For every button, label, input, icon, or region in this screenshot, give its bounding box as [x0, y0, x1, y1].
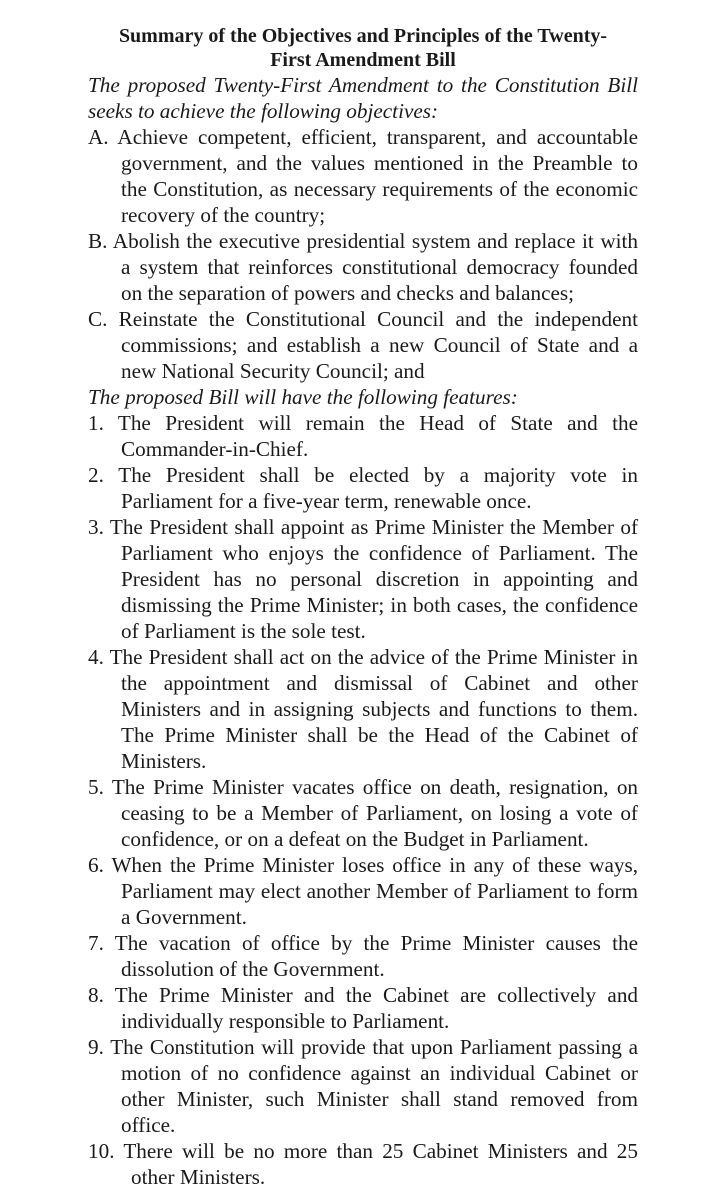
feature-text: The President shall act on the advice of the Prime Minister in the appointment and dismissal of Cabinet and other Ministers and in assigning subjects and functions to them. The Prime Minister shall be the Head of the Cabinet of Ministers. — [109, 645, 638, 773]
feature-text: The President will remain the Head of State and the Commander-in-Chief. — [117, 411, 638, 461]
feature-7 — [88, 930, 638, 982]
feature-10 — [88, 1138, 638, 1190]
feature-9 — [88, 1034, 638, 1138]
feature-6 — [88, 852, 638, 930]
feature-marker: 2. — [88, 463, 104, 487]
objectives-list — [88, 124, 638, 384]
feature-5 — [88, 774, 638, 852]
objective-a — [88, 124, 638, 228]
objective-marker: C. — [88, 307, 108, 331]
feature-text: The Constitution will provide that upon Parliament passing a motion of no confidence against an individual Cabinet or other Minister, such Minister shall stand removed from office. — [110, 1035, 638, 1137]
feature-text: The President shall appoint as Prime Minister the Member of Parliament who enjoys the confidence of Parliament. The President has no personal discretion in appointing and dismissing the Prime Minister; in both cases, the confidence of Parliament is the sole test. — [109, 515, 638, 643]
feature-marker: 4. — [88, 645, 104, 669]
feature-marker: 3. — [88, 515, 104, 539]
feature-marker: 6. — [88, 853, 104, 877]
feature-marker: 8. — [88, 983, 104, 1007]
feature-text: The Prime Minister vacates office on death, resignation, on ceasing to be a Member of Parliament, on losing a vote of confidence, or on a defeat on the Budget in Parliament. — [111, 775, 639, 851]
objective-text: Reinstate the Constitutional Council and the independent commissions; and establish a new Council of State and a new National Security Council; and — [118, 307, 638, 383]
objective-b — [88, 228, 638, 306]
document-title — [88, 24, 638, 72]
feature-text: There will be no more than 25 Cabinet Ministers and 25 other Ministers. — [123, 1139, 638, 1189]
feature-8 — [88, 982, 638, 1034]
feature-text: The vacation of office by the Prime Minister causes the dissolution of the Government. — [114, 931, 638, 981]
feature-marker: 9. — [88, 1035, 104, 1059]
feature-marker: 5. — [88, 775, 104, 799]
feature-marker: 7. — [88, 931, 104, 955]
document-page — [88, 24, 638, 1190]
objective-marker: A. — [88, 125, 109, 149]
features-list — [88, 410, 638, 1190]
objective-text: Achieve competent, efficient, transparent, and accountable government, and the values mentioned in the Preamble to the Constitution, as necessary requirements of the economic recovery of the country; — [117, 125, 638, 227]
feature-marker: 10. — [88, 1139, 115, 1163]
feature-text: The Prime Minister and the Cabinet are collectively and individually responsible to Parliament. — [114, 983, 639, 1033]
objectives-intro: The proposed Twenty-First Amendment to the Constitution Bill seeks to achieve the following objectives: — [88, 73, 638, 123]
feature-text: The President shall be elected by a majority vote in Parliament for a five-year term, renewable once. — [118, 463, 638, 513]
feature-text: When the Prime Minister loses office in any of these ways, Parliament may elect another Member of Parliament to form a Government. — [111, 853, 638, 929]
feature-marker: 1. — [88, 411, 104, 435]
objective-text: Abolish the executive presidential system and replace it with a system that reinforces constitutional democracy founded on the separation of powers and checks and balances; — [112, 229, 638, 305]
feature-1 — [88, 410, 638, 462]
features-intro: The proposed Bill will have the following features: — [88, 385, 518, 409]
feature-2 — [88, 462, 638, 514]
title-line-1: Summary of the Objectives and Principles of the Twenty- — [118, 25, 608, 47]
objective-marker: B. — [88, 229, 108, 253]
feature-3 — [88, 514, 638, 644]
feature-4 — [88, 644, 638, 774]
objective-c — [88, 306, 638, 384]
title-line-2: First Amendment Bill — [270, 49, 456, 71]
